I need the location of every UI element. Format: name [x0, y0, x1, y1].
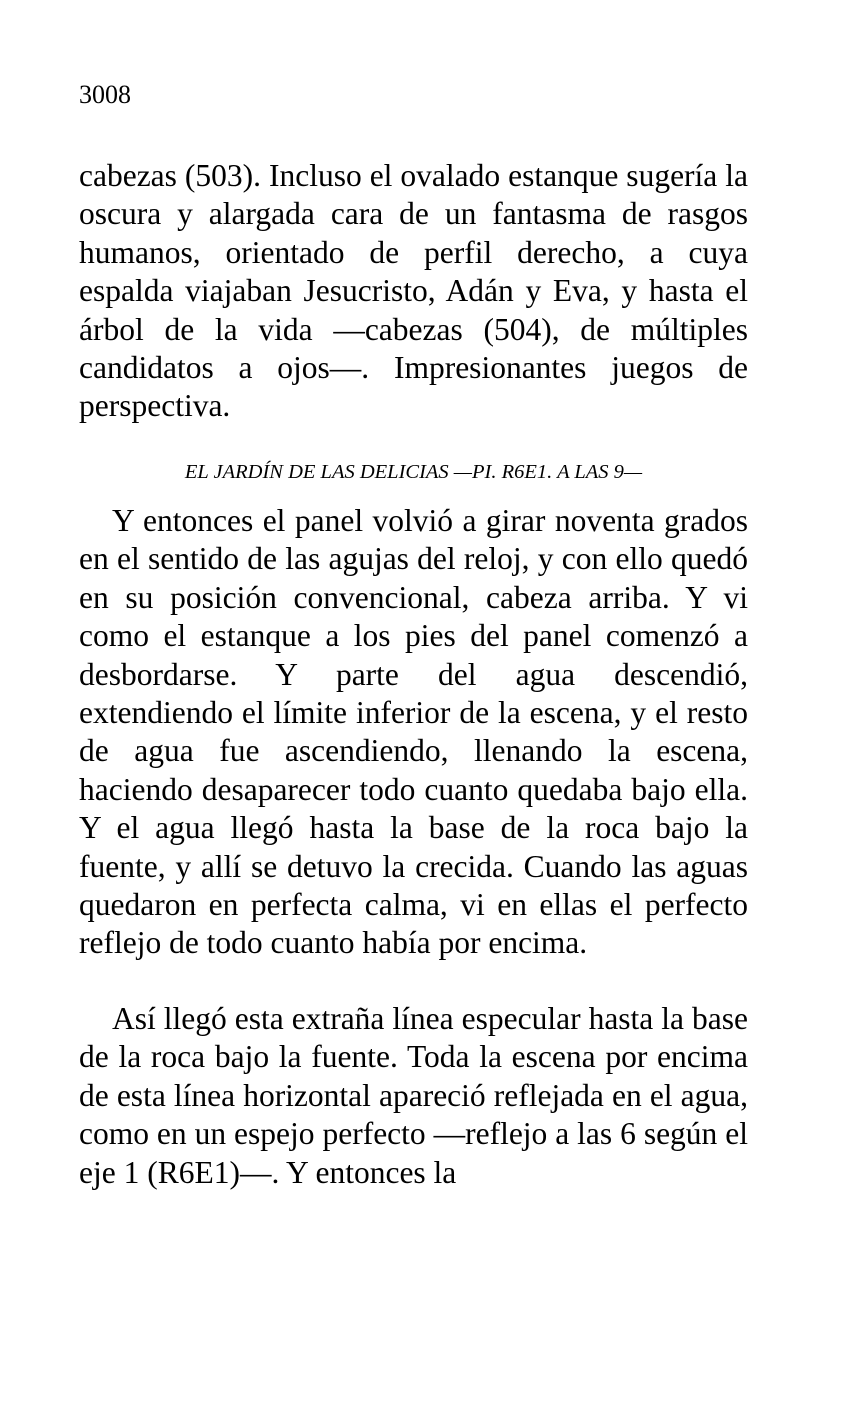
paragraph-panel-rotation: Y entonces el panel volvió a girar noventa grados en el sentido de las agujas del reloj, y con ello quedó en su posición convencional, cabeza arriba. Y vi como el estanque a los pies del panel comenzó a desbordarse. Y parte del agua descendió, extendiendo el límite inferior de la escena, y el resto de agua fue ascendiendo, llenando la escena, haciendo desaparecer todo cuanto quedaba bajo ella. Y el agua llegó hasta la base de la roca bajo la fuente, y allí se detuvo la crecida. Cuando las aguas quedaron en perfecta calma, vi en ellas el perfecto reflejo de todo cuanto había por encima.	[79, 503, 748, 961]
text-block-main	[79, 502, 748, 963]
page-number: 3008	[79, 80, 131, 109]
text-block-continuation	[79, 157, 748, 426]
paragraph-continuation: cabezas (503). Incluso el ovalado estanque sugería la oscura y alargada cara de un fantasma de rasgos humanos, orientado de perfil derecho, a cuya espalda viajaban Jesucristo, Adán y Eva, y hasta el árbol de la vida —cabezas (504), de múltiples candidatos a ojos—. Impresionantes juegos de perspectiva.	[79, 158, 748, 424]
section-heading: EL JARDÍN DE LAS DELICIAS —PI. R6E1. A LAS 9—	[184, 461, 643, 483]
text-block-mirror	[79, 1000, 748, 1192]
paragraph-mirror-line: Así llegó esta extraña línea especular hasta la base de la roca bajo la fuente. Toda la escena por encima de esta línea horizontal apareció reflejada en el agua, como en un espejo perfecto —reflejo a las 6 según el eje 1 (R6E1)—. Y entonces la	[79, 1001, 748, 1190]
